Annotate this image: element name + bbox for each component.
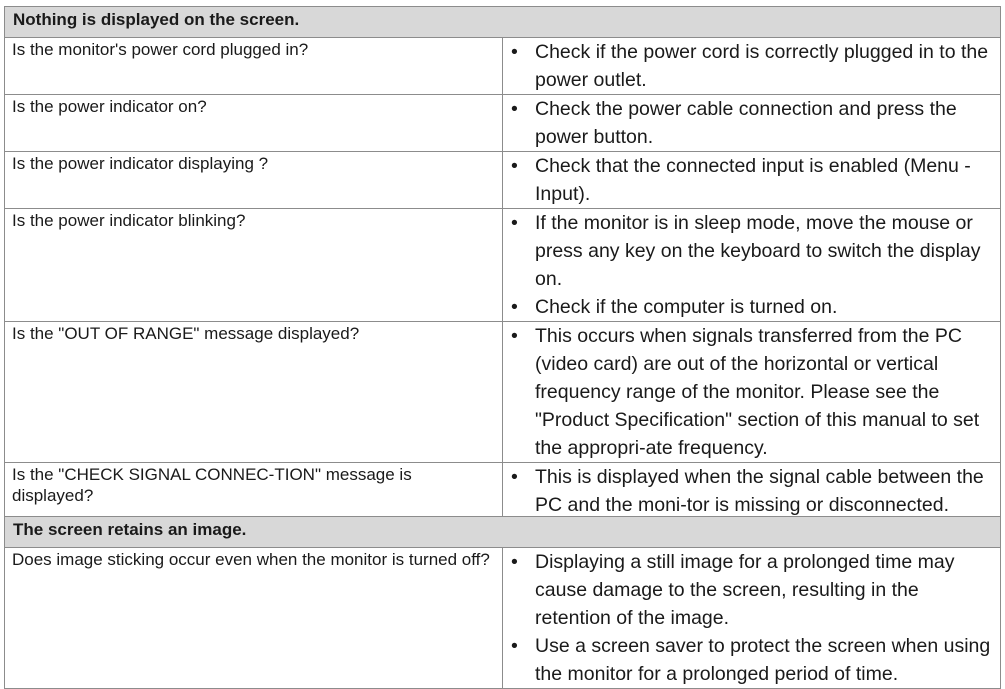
answer-item: • Check if the power cord is correctly plugged in to the power outlet. (509, 38, 994, 94)
answer-item: • Check that the connected input is enabled (Menu - Input). (509, 152, 994, 208)
table-row (5, 548, 1001, 689)
troubleshooting-table-no-display (4, 6, 1001, 548)
bullet-icon: • (511, 635, 518, 657)
bullet-icon: • (511, 98, 518, 120)
section-title: The screen retains an image. (5, 517, 1001, 548)
question-cell: Is the power indicator on? (5, 95, 503, 152)
bullet-icon: • (511, 212, 518, 234)
answer-cell (503, 548, 1001, 689)
bullet-icon: • (511, 296, 518, 318)
answer-item: • If the monitor is in sleep mode, move the mouse or press any key on the keyboard to switch the display on. (509, 209, 994, 293)
answer-item: • Use a screen saver to protect the screen when using the monitor for a prolonged period of time. (509, 632, 994, 688)
answer-cell (503, 209, 1001, 322)
table-row (5, 152, 1001, 209)
bullet-icon: • (511, 466, 518, 488)
answer-item: • This occurs when signals transferred from the PC (video card) are out of the horizontal or vertical frequency range of the monitor. Please see the "Product Specification" section of this manual to set the appropri-ate frequency. (509, 322, 994, 462)
bullet-icon: • (511, 325, 518, 347)
answer-cell (503, 38, 1001, 95)
table-row (5, 209, 1001, 322)
answer-cell (503, 95, 1001, 152)
bullet-icon: • (511, 41, 518, 63)
question-cell: Is the "CHECK SIGNAL CONNEC-TION" message is displayed? (5, 463, 503, 548)
answer-item: • Check if the computer is turned on. (509, 293, 994, 321)
bullet-icon: • (511, 551, 518, 573)
table-row (5, 95, 1001, 152)
answer-cell (503, 152, 1001, 209)
question-cell: Does image sticking occur even when the monitor is turned off? (5, 548, 503, 689)
bullet-icon: • (511, 155, 518, 177)
question-cell: Is the monitor's power cord plugged in? (5, 38, 503, 95)
question-cell: Is the power indicator displaying ? (5, 152, 503, 209)
section-title: Nothing is displayed on the screen. (5, 7, 1001, 38)
answer-cell (503, 322, 1001, 463)
answer-item: • Check the power cable connection and press the power button. (509, 95, 994, 151)
troubleshooting-table-image-retention (4, 516, 1001, 689)
answer-item: • Displaying a still image for a prolonged time may cause damage to the screen, resulting in the retention of the image. (509, 548, 994, 632)
answer-item: • This is displayed when the signal cable between the PC and the moni-tor is missing or disconnected. (509, 463, 994, 547)
question-cell: Is the power indicator blinking? (5, 209, 503, 322)
table-row (5, 322, 1001, 463)
question-cell: Is the "OUT OF RANGE" message displayed? (5, 322, 503, 463)
table-row (5, 38, 1001, 95)
